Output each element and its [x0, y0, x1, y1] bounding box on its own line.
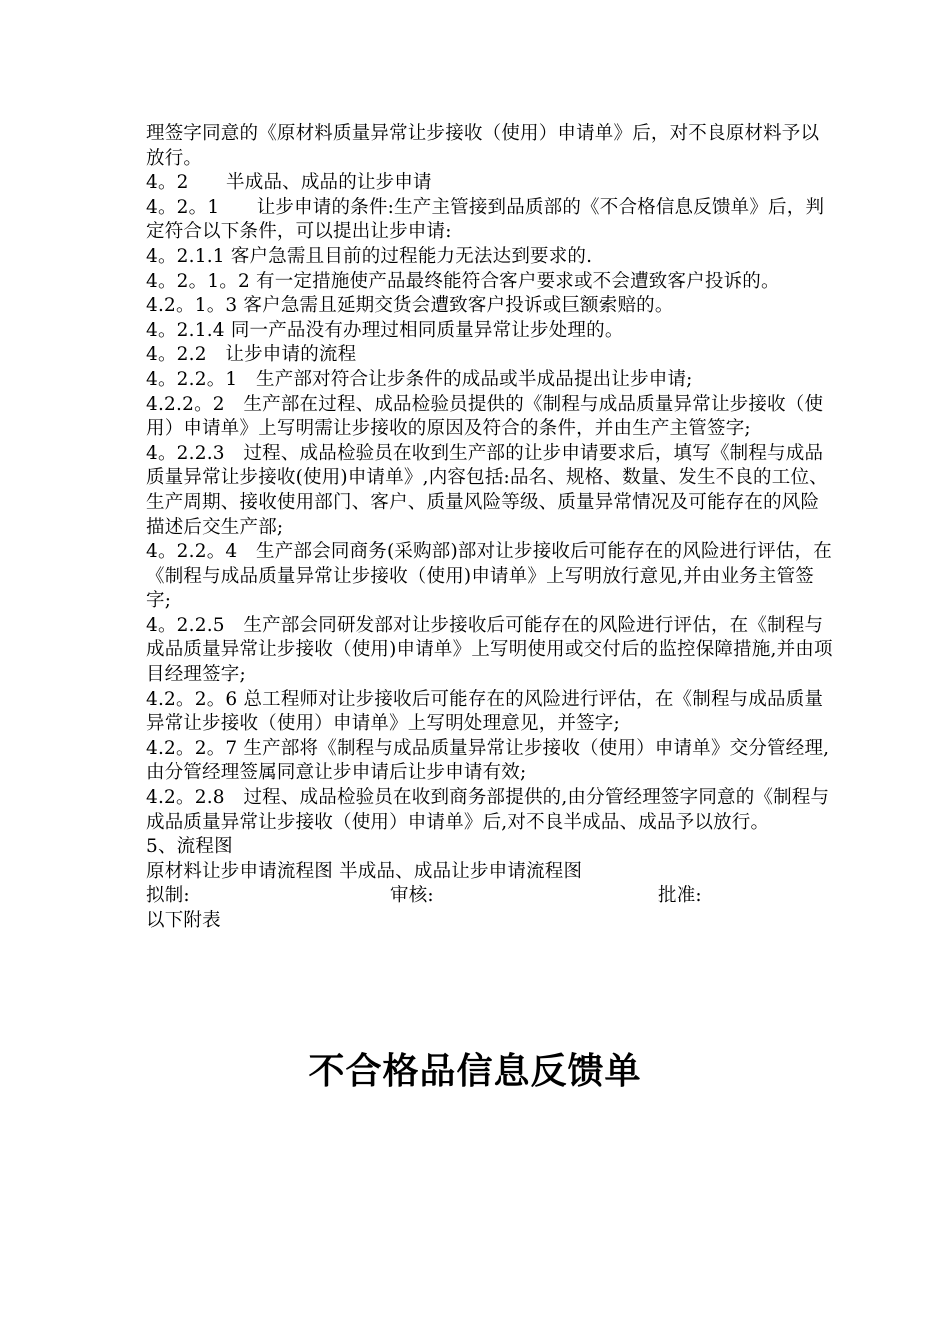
paragraph-4-2-2-4: 4。2.2。4 生产部会同商务(采购部)部对让步接收后可能存在的风险进行评估，在《制程与成品质量异常让步接收（使用)申请单》上写明放行意见,并由业务主管签字; [146, 541, 832, 612]
paragraph-4-2-1-2: 4。2。1。2 有一定措施使产品最终能符合客户要求或不会遭致客户投诉的。 [146, 270, 780, 292]
paragraph-4-2-2-3: 4。2.2.3 过程、成品检验员在收到生产部的让步申请要求后，填写《制程与成品质量异常让步接收(使用)申请单》,内容包括:品名、规格、数量、发生不良的工位、生产周期、接收使用部门、客户、质量风险等级、质量异常情况及可能存在的风险描述后交生产部; [146, 442, 828, 538]
paragraph-4-2-1-3: 4.2。1。3 客户急需且延期交货会遭致客户投诉或巨额索赔的。 [146, 295, 674, 317]
paragraph-4-2-1-1: 4。2.1.1 客户急需且目前的过程能力无法达到要求的. [146, 245, 593, 267]
flowchart-captions: 原材料让步申请流程图 半成品、成品让步申请流程图 [146, 860, 583, 882]
signature-reviewed: 审核: [390, 885, 434, 907]
form-title: 不合格品信息反馈单 [308, 1051, 642, 1092]
signature-approved: 批准: [658, 885, 702, 907]
paragraph-4-2-1-4: 4。2.1.4 同一产品没有办理过相同质量异常让步处理的。 [146, 319, 624, 341]
paragraph-4-2-2-5: 4。2.2.5 生产部会同研发部对让步接收后可能存在的风险进行评估，在《制程与成品质量异常让步接收（使用)申请单》上写明使用或交付后的监控保障措施,并由项目经理签字; [146, 614, 833, 686]
paragraph-4-2-1: 4。2。1 让步申请的条件:生产主管接到品质部的《不合格信息反馈单》后，判定符合以下条件，可以提出让步申请: [146, 196, 825, 243]
heading-4-2-2: 4。2.2 让步申请的流程 [146, 344, 357, 366]
paragraph-4-2-2-8: 4.2。2.8 过程、成品检验员在收到商务部提供的,由分管经理签字同意的《制程与成品质量异常让步接收（使用）申请单》后,对不良半成品、成品予以放行。 [146, 787, 830, 833]
paragraph-raw-material-release: 理签字同意的《原材料质量异常让步接收（使用）申请单》后，对不良原材料予以放行。 [146, 123, 820, 169]
heading-flowchart: 5、流程图 [146, 836, 233, 858]
signature-row [146, 884, 836, 909]
document-body [146, 122, 836, 934]
paragraph-4-2-2-2: 4.2.2。2 生产部在过程、成品检验员提供的《制程与成品质量异常让步接收（使用）申请单》上写明需让步接收的原因及符合的条件，并由生产主管签字; [146, 393, 824, 440]
paragraph-4-2-2-6: 4.2。2。6 总工程师对让步接收后可能存在的风险进行评估，在《制程与成品质量异常让步接收（使用）申请单》上写明处理意见，并签字; [146, 688, 824, 735]
signature-drafted: 拟制: [146, 885, 190, 907]
appendix-note: 以下附表 [146, 910, 221, 931]
paragraph-4-2-2-7: 4.2。2。7 生产部将《制程与成品质量异常让步接收（使用）申请单》交分管经理,由分管经理签属同意让步申请后让步申请有效; [146, 737, 830, 784]
heading-4-2: 4。2 半成品、成品的让步申请 [146, 172, 432, 194]
paragraph-4-2-2-1: 4。2.2。1 生产部对符合让步条件的成品或半成品提出让步申请; [146, 368, 693, 390]
